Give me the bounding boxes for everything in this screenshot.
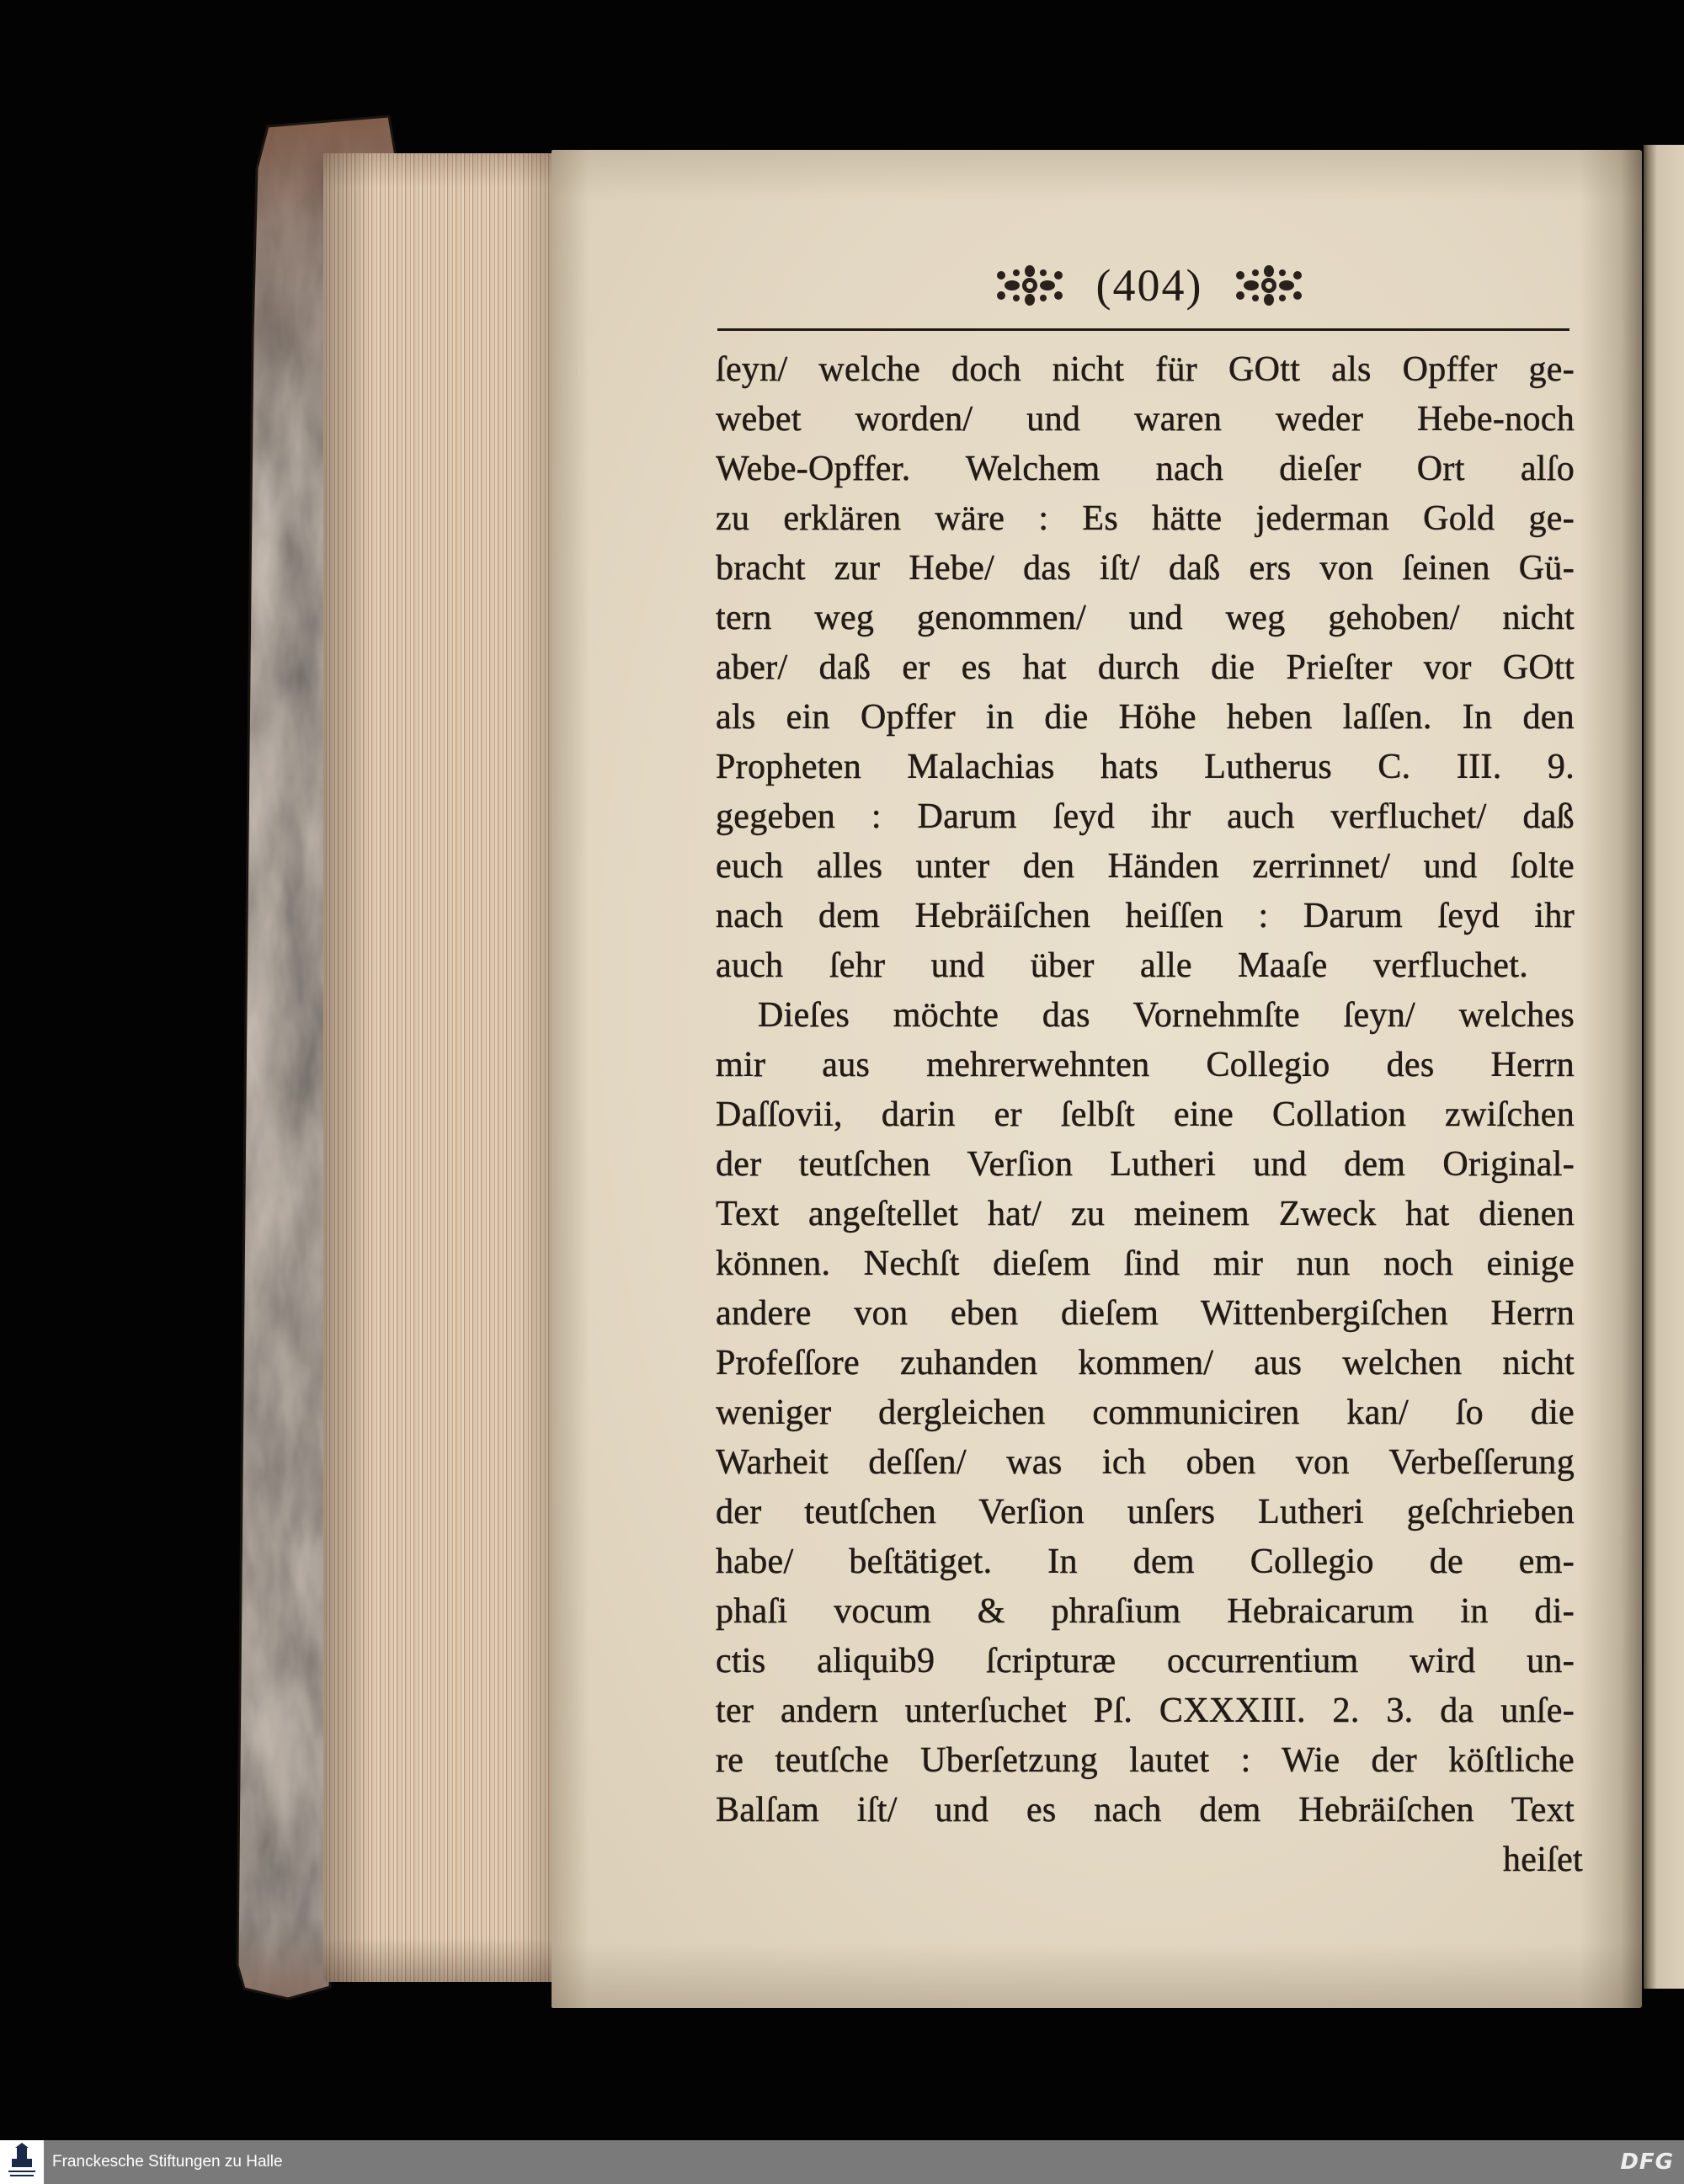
text-line: Text angeſtellet hat/ zu meinem Zweck hat dienen <box>716 1195 1575 1233</box>
text-line: können. Nechſt dieſem ſind mir nun noch einige <box>716 1244 1575 1283</box>
text-line: gegeben : Darum ſeyd ihr auch verfluchet/ daß <box>716 797 1575 836</box>
ornament-left-icon <box>994 264 1066 307</box>
text-line: phaſi vocum & phraſium Hebraicarum in di- <box>716 1592 1575 1631</box>
text-line: Balſam iſt/ und es nach dem Hebräiſchen Text <box>716 1791 1575 1830</box>
body-text <box>716 345 1583 1885</box>
text-line: auch ſehr und über alle Maaſe verfluchet. <box>716 946 1528 985</box>
text-line: der teutſchen Verſion unſers Lutheri geſchrieben <box>716 1493 1575 1531</box>
text-line: Profeſſore zuhanden kommen/ aus welchen nicht <box>716 1344 1575 1382</box>
text-line: webet worden/ und waren weder Hebe-noch <box>716 400 1575 439</box>
institution-name: Franckesche Stiftungen zu Halle <box>52 2153 283 2171</box>
text-line: Warheit deſſen/ was ich oben von Verbeſſerung <box>716 1443 1575 1482</box>
funder-logo: DFG <box>1620 2149 1674 2175</box>
institution-logo-icon <box>0 2140 44 2184</box>
text-line: andere von eben dieſem Wittenbergiſchen Herrn <box>716 1294 1575 1333</box>
book-page <box>552 150 1642 2008</box>
catchword: heiſet <box>1502 1840 1583 1879</box>
header-rule <box>717 328 1569 331</box>
text-line: aber/ daß er es hat durch die Prieſter vor GOtt <box>716 648 1575 687</box>
text-line: nach dem Hebräiſchen heiſſen : Darum ſeyd ihr <box>716 897 1575 935</box>
text-line: ctis aliquib9 ſcripturæ occurrentium wird un- <box>716 1642 1575 1681</box>
text-line: re teutſche Uberſetzung lautet : Wie der köſtliche <box>716 1741 1575 1780</box>
text-line: mir aus mehrerwehnten Collegio des Herrn <box>716 1046 1575 1084</box>
text-line: ter andern unterſuchet Pſ. CXXXIII. 2. 3. da unſe- <box>716 1691 1575 1730</box>
text-line: Webe-Opffer. Welchem nach dieſer Ort alſo <box>716 450 1575 488</box>
text-line: euch alles unter den Händen zerrinnet/ und ſolte <box>716 847 1575 886</box>
footer-bar <box>0 2140 1684 2184</box>
text-line: weniger dergleichen communiciren kan/ ſo die <box>716 1393 1575 1432</box>
text-line: bracht zur Hebe/ das iſt/ daß ers von ſeinen Gü- <box>716 549 1575 588</box>
page-number: (404) <box>1095 260 1203 311</box>
text-line: Propheten Malachias hats Lutherus C. III. 9. <box>716 748 1575 786</box>
page-edges <box>323 153 554 1982</box>
facing-page-edge <box>1644 145 1684 1989</box>
text-line: ſeyn/ welche doch nicht für GOtt als Opffer ge- <box>716 350 1575 389</box>
text-line: tern weg genommen/ und weg gehoben/ nicht <box>716 599 1575 637</box>
text-line: der teutſchen Verſion Lutheri und dem Original- <box>716 1145 1575 1184</box>
text-line: habe/ beſtätiget. In dem Collegio de em- <box>716 1542 1575 1581</box>
ornament-right-icon <box>1233 264 1305 307</box>
text-line: zu erklären wäre : Es hätte jederman Gold ge- <box>716 499 1575 538</box>
text-line: als ein Opffer in die Höhe heben laſſen. In den <box>716 698 1575 737</box>
text-line: Daſſovii, darin er ſelbſt eine Collation zwiſchen <box>716 1095 1575 1134</box>
text-line: Dieſes möchte das Vornehmſte ſeyn/ welches <box>758 996 1575 1035</box>
